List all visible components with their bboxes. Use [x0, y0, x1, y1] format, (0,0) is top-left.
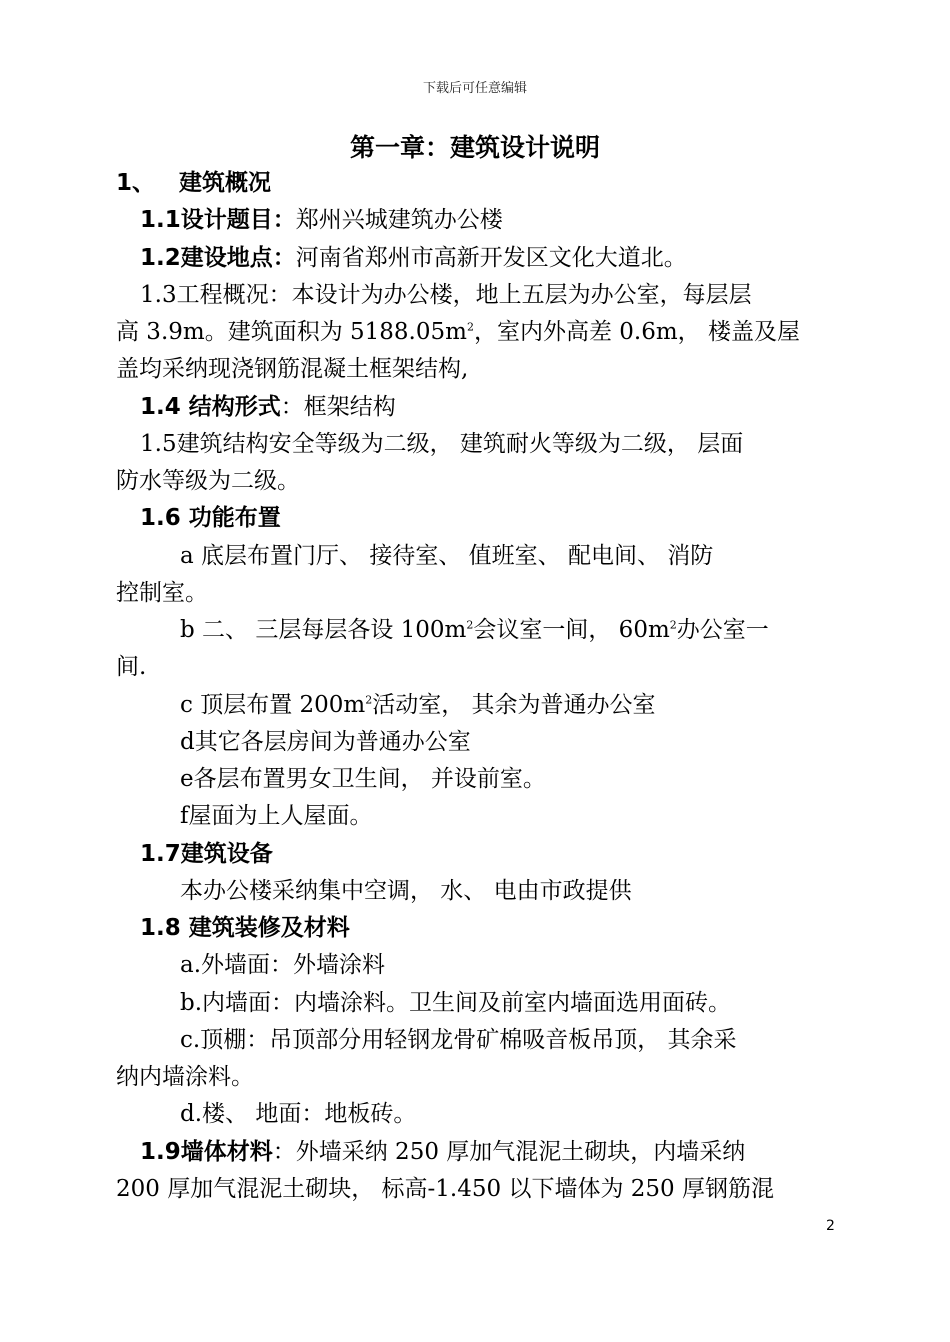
item-1-9-line1: [140, 1137, 880, 1167]
section-1-number: 1、: [116, 170, 156, 196]
superscript: 2: [669, 618, 677, 632]
item-1-8-a: a.外墙面：外墙涂料: [180, 952, 386, 978]
item-1-6-c: [180, 690, 920, 720]
item-1-8-d: d.楼、 地面：地板砖。: [180, 1101, 417, 1127]
item-1-6-b-line1: [180, 615, 920, 645]
item-1-3-area: 高 3.9m。建筑面积为 5188.05m: [116, 319, 467, 345]
item-1-1-text: 郑州兴城建筑办公楼: [295, 207, 503, 233]
item-1-4: [140, 392, 880, 422]
superscript: 2: [365, 693, 373, 707]
item-1-6-c-part1: c 顶层布置 200m: [180, 692, 366, 718]
item-1-9-line2: 200 厚加气混泥土砌块， 标高-1.450 以下墙体为 250 厚钢筋混: [116, 1176, 774, 1202]
item-1-6-c-part2: 活动室， 其余为普通办公室: [372, 692, 656, 718]
superscript: 2: [466, 320, 474, 334]
item-1-7-text: 本办公楼采纳集中空调， 水、 电由市政提供: [180, 878, 632, 904]
item-1-3-line2: [116, 317, 856, 347]
item-1-6-f: f屋面为上人屋面。: [180, 803, 373, 829]
item-1-2-label: 1.2建设地点：: [140, 245, 296, 271]
item-1-6-b-part1: b 二、 三层每层各设 100m: [180, 617, 467, 643]
item-1-3-line1: 1.3工程概况：本设计为办公楼，地上五层为办公室，每层层: [140, 282, 752, 308]
item-1-3-line3: 盖均采纳现浇钢筋混凝土框架结构,: [116, 356, 469, 382]
item-1-6-b-part2: 会议室一间， 60m: [473, 617, 670, 643]
section-1-label: 建筑概况: [179, 170, 272, 196]
chapter-title: 第一章：建筑设计说明: [349, 133, 600, 162]
item-1-8-b: b.内墙面：内墙涂料。卫生间及前室内墙面选用面砖。: [180, 990, 732, 1016]
item-1-6-b-part3: 办公室一: [676, 617, 769, 643]
item-1-9-text: ：外墙采纳 250 厚加气混泥土砌块，内墙采纳: [272, 1139, 746, 1165]
item-1-5-line1: 1.5建筑结构安全等级为二级， 建筑耐火等级为二级， 层面: [140, 431, 744, 457]
item-1-2: [140, 243, 880, 273]
item-1-6-d: d其它各层房间为普通办公室: [180, 729, 471, 755]
item-1-5-line2: 防水等级为二级。: [116, 468, 300, 494]
item-1-6-label: 1.6 功能布置: [140, 505, 281, 531]
item-1-9-label: 1.9墙体材料: [140, 1139, 273, 1165]
item-1-4-text: ：框架结构: [280, 394, 396, 420]
page-number: 2: [826, 1218, 835, 1234]
item-1-8-c-line2: 纳内墙涂料。: [116, 1064, 254, 1090]
item-1-1: [140, 205, 880, 235]
item-1-7-label: 1.7建筑设备: [140, 841, 273, 867]
item-1-8-label: 1.8 建筑装修及材料: [140, 915, 350, 941]
section-1-heading: [116, 168, 856, 198]
item-1-1-label: 1.1设计题目：: [140, 207, 296, 233]
item-1-6-a-line1: a 底层布置门厅、 接待室、 值班室、 配电间、 消防: [180, 543, 714, 569]
item-1-6-a-line2: 控制室。: [116, 580, 208, 606]
item-1-6-e: e各层布置男女卫生间， 并设前室。: [180, 766, 546, 792]
item-1-4-label: 1.4 结构形式: [140, 394, 281, 420]
item-1-3-height: ，室内外高差 0.6m， 楼盖及屋: [473, 319, 800, 345]
item-1-6-b-line2: 间.: [116, 654, 147, 680]
page-header: 下载后可任意编辑: [422, 81, 527, 96]
item-1-2-text: 河南省郑州市高新开发区文化大道北。: [295, 245, 687, 271]
superscript: 2: [466, 618, 474, 632]
item-1-8-c-line1: c.顶棚：吊顶部分用轻钢龙骨矿棉吸音板吊顶， 其余采: [180, 1027, 737, 1053]
